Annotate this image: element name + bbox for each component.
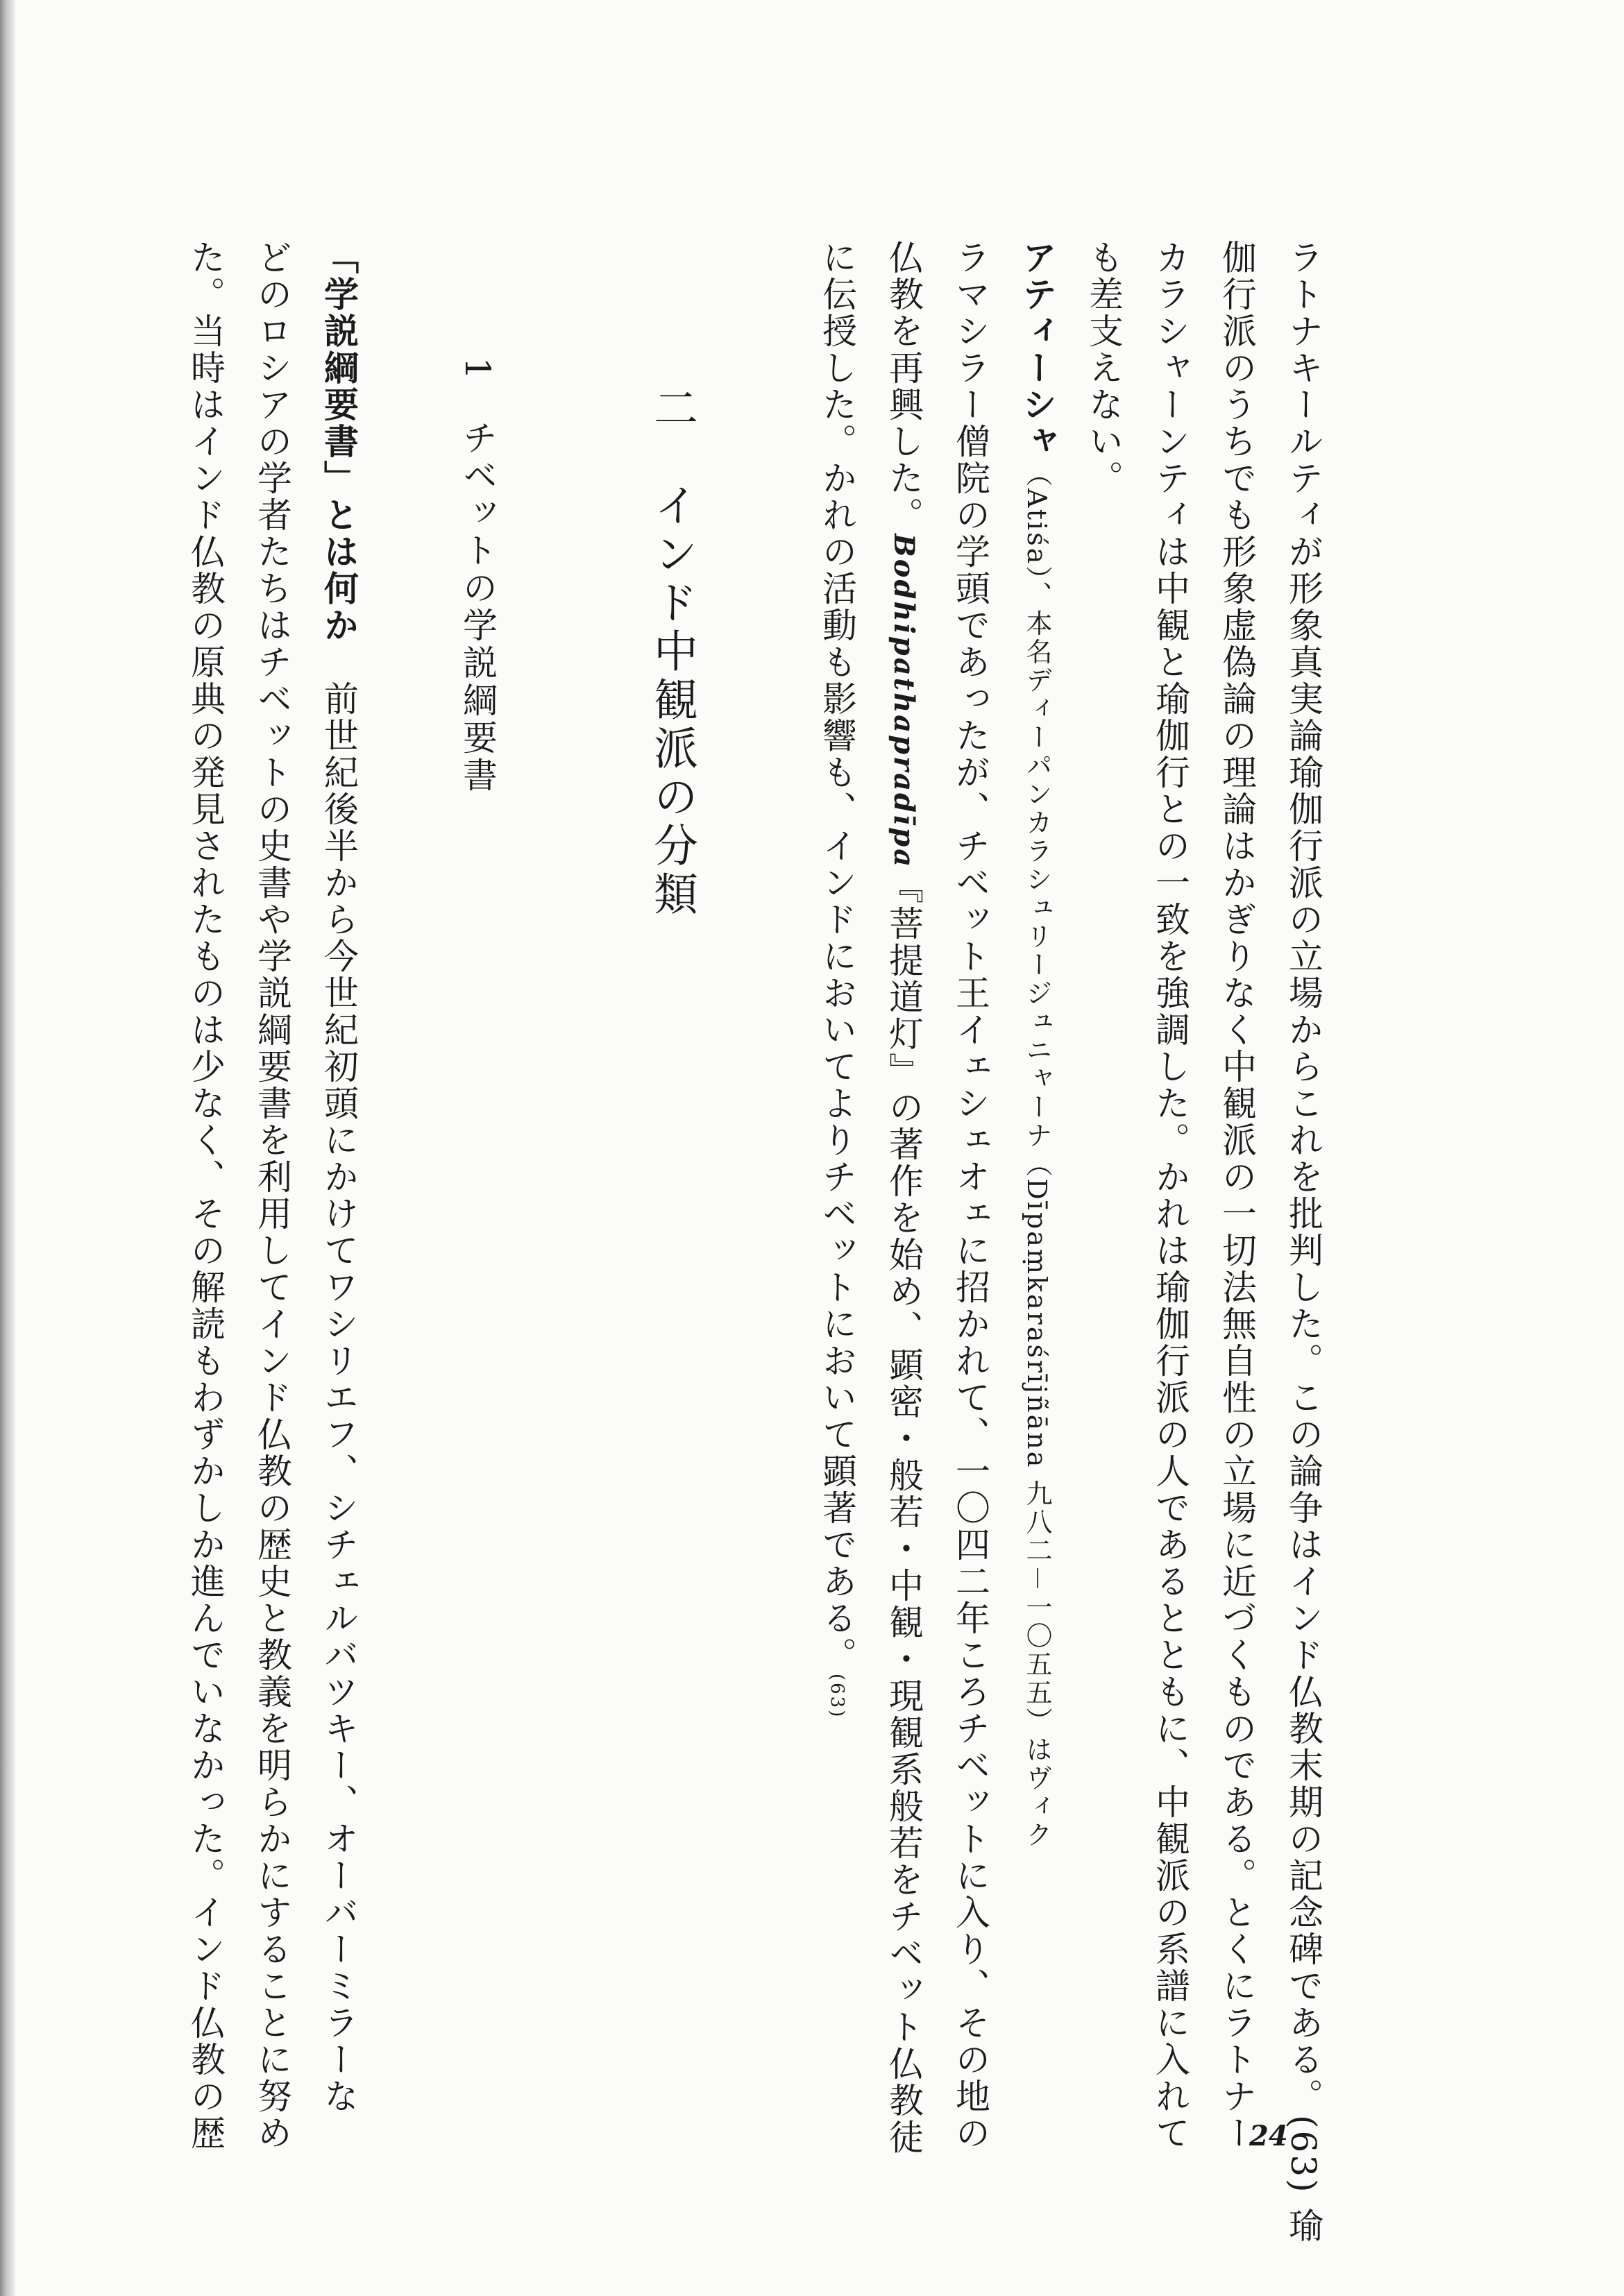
atisha-intro: （Atiśa）、本名ディーパンカラシュリージュニャーナ（Dīpaṃkaraśrījñāna 九八二－一〇五五）はヴィク [1022, 460, 1052, 1850]
footnote-marker: (63) [827, 1674, 847, 1719]
text-column-11: た。当時はインド仏教の原典の発見されたものは少なく、その解読もわずかしか進んでいなかった。インド仏教の歴 [185, 239, 226, 2152]
text-column-2: 伽行派のうちでも形象虚偽論の理論はかぎりなく中観派の一切法無自性の立場に近づくものである。とくにラトナー [1217, 239, 1257, 2152]
text-column-8 [804, 239, 870, 1719]
atisha-line3-end: 『菩提道灯』の著作を始め、顕密・般若・中観・現観系般若をチベット仏教徒 [883, 869, 924, 2157]
section-heading: 二 インド中観派の分類 [646, 385, 697, 919]
text-column-3: カラシャーンティは中観と瑜伽行との一致を強調した。かれは瑜伽行派の人であるとともに、中観派の系譜に入れて [1150, 239, 1190, 2152]
text-column-4: も差支えない。 [1083, 239, 1124, 497]
text-column-9 [305, 239, 372, 2115]
text-column-1: ラトナキールティが形象真実論瑜伽行派の立場からこれを批判した。この論争はインド仏教末期の記念碑である。(63) 瑜 [1283, 239, 1323, 2245]
atisha-line3-start: 仏教を再興した。 [883, 239, 924, 534]
text-column-10: どのロシアの学者たちはチベットの史書や学説綱要書を利用してインド仏教の歴史と教義を明らかにすることに努め [252, 239, 292, 2152]
page-number: 24 [1249, 2120, 1288, 2152]
text-column-6: ラマシラー僧院の学頭であったが、チベット王イェシェオェに招かれて、一〇四二年ころチベットに入り、その地の [950, 239, 990, 2152]
page-binding-edge [0, 0, 15, 2296]
atisha-name: アティーシャ [1017, 239, 1058, 460]
text-column-5 [1004, 239, 1070, 1849]
text-column-7 [870, 239, 937, 2156]
body-lead: 「学説綱要書」とは何か [319, 239, 360, 644]
atisha-line4: に伝授した。かれの活動も影響も、インドにおいてよりチベットにおいて顕著である。 [817, 239, 857, 1674]
book-title: Bodhipathapradīpa [888, 534, 920, 869]
subsection-heading: 1 チベットの学説綱要書 [457, 357, 498, 794]
body-line1: 前世紀後半から今世紀初頭にかけてワシリエフ、シチェルバツキー、オーバーミラーな [319, 644, 359, 2115]
